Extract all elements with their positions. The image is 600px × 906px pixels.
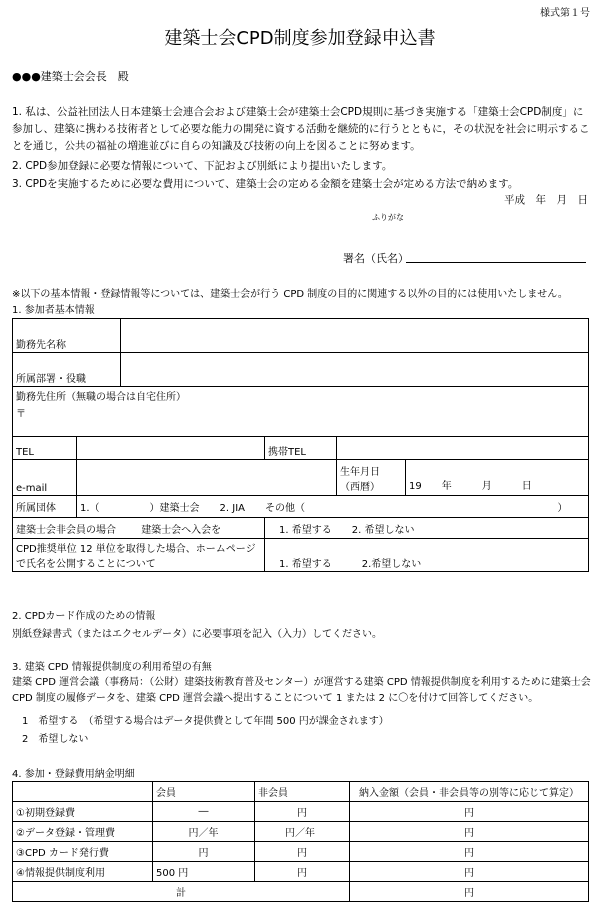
fee-row bbox=[13, 842, 589, 862]
workplace-name-field[interactable] bbox=[121, 319, 589, 353]
org-close-paren: ） bbox=[557, 503, 568, 514]
section2-heading: 2. CPDカード作成のための情報 bbox=[12, 611, 156, 622]
basic-info-table bbox=[12, 318, 589, 572]
fee-amount-cell[interactable]: 円 bbox=[350, 862, 589, 882]
section3-text: 建築 CPD 運営会議（事務局：（公財）建築技術教育普及センター）が運営する建築 CPD 情報提供制度を利用するために建築士会 CPD 制度の履修データを、建築 CPD 運営会議へ提出することについて 1 または 2 に〇を付けて回答してください。 bbox=[12, 677, 591, 704]
join-text: 建築士会へ入会を bbox=[141, 524, 222, 536]
fee-nonmember-cell[interactable]: 円／年 bbox=[255, 822, 350, 842]
declaration-2: 2. CPD参加登録に必要な情報について、下記および別紙により提出いたします。 bbox=[12, 160, 393, 172]
publish-label bbox=[13, 539, 265, 572]
addressee: ●●●建築士会会長 殿 bbox=[12, 70, 129, 83]
fee-row bbox=[13, 862, 589, 882]
fee-row bbox=[13, 802, 589, 822]
department-label: 所属部署・役職 bbox=[13, 353, 121, 387]
org-label: 所属団体 bbox=[13, 496, 77, 518]
publish-text-2: で氏名を公開することについて bbox=[16, 559, 156, 570]
fee-header-member: 会員 bbox=[153, 782, 255, 802]
fee-nonmember-cell[interactable]: 円 bbox=[255, 842, 350, 862]
birthdate-text: 生年月日 bbox=[340, 466, 380, 478]
fee-row-label: ②データ登録・管理費 bbox=[13, 822, 153, 842]
page-title: 建築士会CPD制度参加登録申込書 bbox=[164, 28, 436, 49]
tel-label: TEL bbox=[13, 437, 77, 460]
fee-nonmember-cell[interactable]: 円 bbox=[255, 802, 350, 822]
tel-field[interactable] bbox=[77, 437, 265, 460]
fee-amount-cell[interactable]: 円 bbox=[350, 802, 589, 822]
postal-mark: 〒 bbox=[16, 409, 26, 420]
nonmember-text: 建築士会非会員の場合 bbox=[16, 524, 116, 536]
declaration-3: 3. CPDを実施するために必要な費用について、建築士会の定める金額を建築士会が定める方法で納めます。 bbox=[12, 178, 519, 190]
form-number: 様式第１号 bbox=[540, 8, 590, 19]
birthdate-label bbox=[337, 460, 406, 496]
declaration-1: 1. 私は、公益社団法人日本建築士会連合会および建築士会が建築士会CPD規則に基づき実施する「建築士会CPD制度」に参加し、建築に携わる技術者として必要な能力の開発に資する活動を継続的に行うとともに，その状況を社会に明示することを通じ，公共の福祉の増進並びに自らの知識及び技術の向上を図ることに努めます。 bbox=[12, 106, 590, 152]
fee-amount-cell[interactable]: 円 bbox=[350, 842, 589, 862]
signature-line[interactable] bbox=[406, 262, 586, 263]
furigana-label: ふりがな bbox=[372, 213, 404, 222]
fee-header-blank bbox=[13, 782, 153, 802]
fee-row-label: ①初期登録費 bbox=[13, 802, 153, 822]
fee-total-cell[interactable]: 円 bbox=[350, 882, 589, 902]
fee-member-cell: ― bbox=[153, 802, 255, 822]
section1-heading: 1. 参加者基本情報 bbox=[12, 305, 95, 316]
fee-amount-cell[interactable]: 円 bbox=[350, 822, 589, 842]
fee-row bbox=[13, 822, 589, 842]
publish-options[interactable]: 1. 希望する 2.希望しない bbox=[265, 539, 589, 572]
section3-option1[interactable]: 1 希望する （希望する場合はデータ提供費として年間 500 円が課金されます） bbox=[22, 716, 389, 727]
email-field[interactable] bbox=[77, 460, 337, 496]
fee-header-amount: 納入金額（会員・非会員等の別等に応じて算定） bbox=[350, 782, 589, 802]
mobile-tel-field[interactable] bbox=[337, 437, 589, 460]
org-field[interactable] bbox=[77, 496, 589, 518]
address-field[interactable] bbox=[13, 387, 589, 437]
fee-header-nonmember: 非会員 bbox=[255, 782, 350, 802]
fee-member-cell[interactable]: 円 bbox=[153, 842, 255, 862]
section4-heading: 4. 参加・登録費用納金明細 bbox=[12, 769, 135, 780]
join-options[interactable]: 1. 希望する 2. 希望しない bbox=[265, 518, 589, 539]
section2-text: 別紙登録書式（またはエクセルデータ）に必要事項を記入（入力）してください。 bbox=[12, 629, 382, 640]
fee-row-label: ④情報提供制度利用 bbox=[13, 862, 153, 882]
mobile-tel-label: 携帯TEL bbox=[265, 437, 337, 460]
fee-table bbox=[12, 781, 589, 902]
fee-member-cell: 500 円 bbox=[153, 862, 255, 882]
fee-total-label: 計 bbox=[13, 882, 350, 902]
workplace-name-label: 勤務先名称 bbox=[13, 319, 121, 353]
western-era-text: （西暦） bbox=[340, 481, 380, 493]
date-field[interactable]: 平成 年 月 日 bbox=[504, 194, 588, 206]
section3-heading: 3. 建築 CPD 情報提供制度の利用希望の有無 bbox=[12, 662, 212, 673]
privacy-note: ※以下の基本情報・登録情報等については、建築士会が行う CPD 制度の目的に関連する以外の目的には使用いたしません。 bbox=[12, 289, 568, 300]
email-label: e-mail bbox=[13, 460, 77, 496]
org-options: 1.（ ）建築士会 2. JIA その他（ bbox=[80, 503, 305, 514]
signature-label: 署名（氏名） bbox=[343, 252, 409, 265]
nonmember-label bbox=[13, 518, 265, 539]
fee-nonmember-cell[interactable]: 円 bbox=[255, 862, 350, 882]
fee-member-cell[interactable]: 円／年 bbox=[153, 822, 255, 842]
birthdate-field[interactable]: 19 年 月 日 bbox=[406, 460, 589, 496]
fee-row-label: ③CPD カード発行費 bbox=[13, 842, 153, 862]
section3-option2[interactable]: 2 希望しない bbox=[22, 734, 89, 745]
department-field[interactable] bbox=[121, 353, 589, 387]
address-label: 勤務先住所（無職の場合は自宅住所） bbox=[16, 392, 186, 403]
publish-text-1: CPD推奨単位 12 単位を取得した場合、ホームページ bbox=[16, 544, 256, 555]
